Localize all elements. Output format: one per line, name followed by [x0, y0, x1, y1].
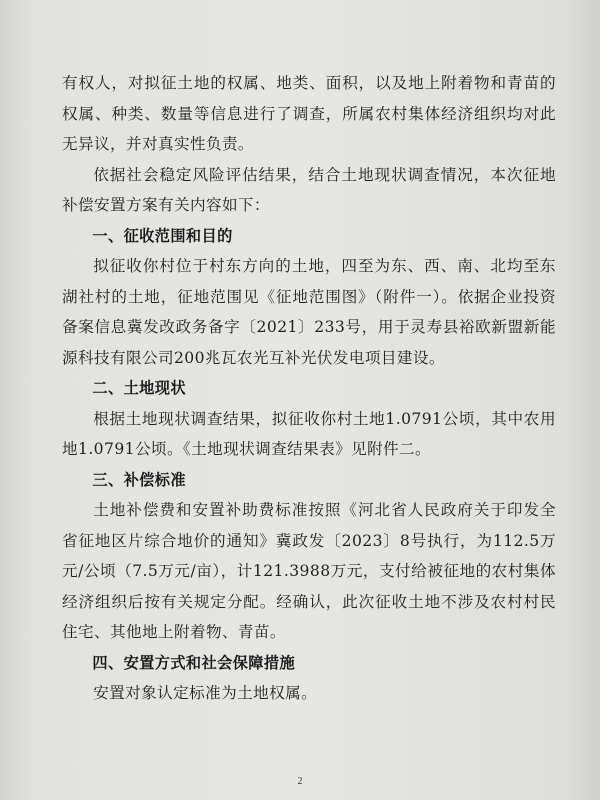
- heading-compensation-standard: 三、补偿标准: [92, 470, 186, 489]
- heading-resettlement: 四、安置方式和社会保障措施: [92, 653, 296, 672]
- paragraph-basis: 依据社会稳定风险评估结果，结合土地现状调查情况，本次征地补偿安置方案有关内容如下：: [62, 165, 556, 214]
- paragraph-scope: 拟征收你村位于村东方向的土地，四至为东、西、南、北均至东湖社村的土地，征地范围见《征地范围图》（附件一）。依据企业投资备案信息冀发改政务备字〔2021〕233号，用于灵寿县裕欧新盟新能源科技有限公司200兆瓦农光互补光伏发电项目建设。: [62, 257, 556, 367]
- document-body: [62, 68, 556, 709]
- paragraph-compensation: 土地补偿费和安置补助费标准按照《河北省人民政府关于印发全省征地区片综合地价的通知》冀政发〔2023〕8号执行，为112.5万元/公顷（7.5万元/亩），计121.3988万元，支付给被征地的农村集体经济组织后按有关规定分配。经确认，此次征收土地不涉及农村村民住宅、其他地上附着物、青苗。: [62, 501, 556, 641]
- heading-scope-purpose: 一、征收范围和目的: [92, 226, 233, 245]
- page-number: 2: [297, 776, 303, 787]
- paragraph-survey-continuation: 有权人，对拟征土地的权属、地类、面积，以及地上附着物和青苗的权属、种类、数量等信息进行了调查，所属农村集体经济组织均对此无异议，并对真实性负责。: [62, 74, 556, 153]
- paragraph-resettlement: 安置对象认定标准为土地权属。: [93, 684, 318, 702]
- paragraph-land-status: 根据土地现状调查结果，拟征收你村土地1.0791公顷，其中农用地1.0791公顷。《土地现状调查结果表》见附件二。: [62, 409, 556, 458]
- heading-land-status: 二、土地现状: [92, 379, 186, 397]
